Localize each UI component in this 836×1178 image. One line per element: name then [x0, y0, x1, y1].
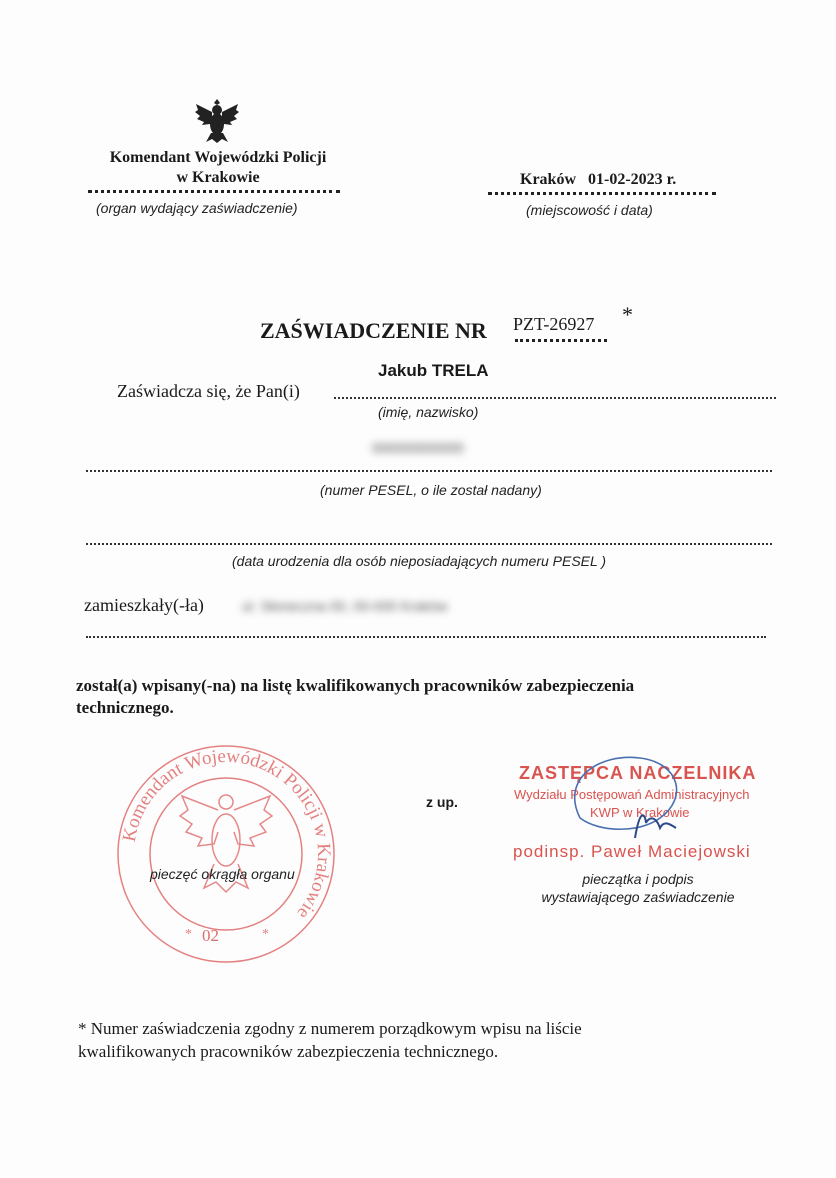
- pesel-value: 00000000000: [372, 440, 464, 457]
- on-behalf-text: z up.: [426, 794, 458, 810]
- intro-text: Zaświadcza się, że Pan(i): [117, 381, 300, 401]
- document-title: [260, 318, 487, 344]
- name-caption: (imię, nazwisko): [378, 404, 479, 420]
- eagle-emblem-icon: [192, 96, 242, 146]
- address-label: zamieszkały(-ła): [84, 595, 204, 615]
- svg-text:Komendant Wojewódzki Policji w: [119, 746, 334, 923]
- stamp-line-3: KWP w Krakowie: [590, 805, 690, 820]
- statement-line-1: został(a) wpisany(-na) na listę kwalifikowanych pracowników zabezpieczenia: [76, 676, 635, 695]
- issuer-name: [88, 149, 348, 187]
- footnote: [78, 1017, 582, 1063]
- svg-text:*: *: [262, 927, 269, 942]
- signature-caption-line-2: wystawiającego zaświadczenie: [541, 889, 735, 905]
- certificate-number: PZT-26927: [513, 314, 595, 334]
- signatory-name: podinsp. Paweł Maciejowski: [513, 842, 751, 861]
- signature-caption-line-1: pieczątka i podpis: [582, 871, 694, 887]
- pesel-caption: (numer PESEL, o ile został nadany): [320, 482, 542, 498]
- statement-line-2: technicznego.: [76, 698, 174, 717]
- stamp-line-2: Wydziału Postępowań Administracyjnych: [514, 787, 750, 802]
- issuer-dotted-line: [88, 190, 340, 193]
- seal-ring-text: Komendant Wojewódzki Policji w Krakowie: [118, 745, 335, 923]
- name-dotted-line: [334, 397, 776, 399]
- title-text: ZAŚWIADCZENIE NR: [260, 318, 487, 343]
- person-name: Jakub TRELA: [378, 361, 489, 380]
- issuer-line-2: w Krakowie: [176, 169, 260, 186]
- footnote-line-1: * Numer zaświadczenia zgodny z numerem porządkowym wpisu na liście: [78, 1019, 582, 1038]
- svg-text:*: *: [185, 927, 192, 942]
- birth-date-dotted-line: [86, 543, 772, 545]
- issuer-line-1: Komendant Wojewódzki Policji: [109, 149, 327, 166]
- issuer-caption: (organ wydający zaświadczenie): [96, 200, 298, 216]
- round-seal: [112, 740, 340, 968]
- statement-text: [76, 675, 634, 719]
- footnote-line-2: kwalifikowanych pracowników zabezpieczenia technicznego.: [78, 1042, 499, 1061]
- handwritten-signature: [560, 748, 690, 848]
- seal-number: 02: [202, 926, 219, 945]
- pesel-dotted-line: [86, 470, 772, 472]
- place-date-caption: (miejscowość i data): [526, 202, 653, 218]
- seal-caption: pieczęć okrągła organu: [150, 866, 295, 882]
- address-value: ul. Słoneczna 00, 00-000 Kraków: [242, 598, 448, 614]
- certificate-number-dotted-line: [515, 339, 607, 342]
- stamp-title: ZASTĘPCA NACZELNIKA: [519, 763, 757, 783]
- birth-date-caption: (data urodzenia dla osób nieposiadających numeru PESEL ): [232, 553, 607, 569]
- asterisk-mark: *: [622, 302, 633, 327]
- address-dotted-line: [86, 636, 766, 638]
- signature-caption: [528, 870, 748, 906]
- place-date: Kraków 01-02-2023 r.: [520, 171, 677, 188]
- place-date-dotted-line: [488, 192, 716, 195]
